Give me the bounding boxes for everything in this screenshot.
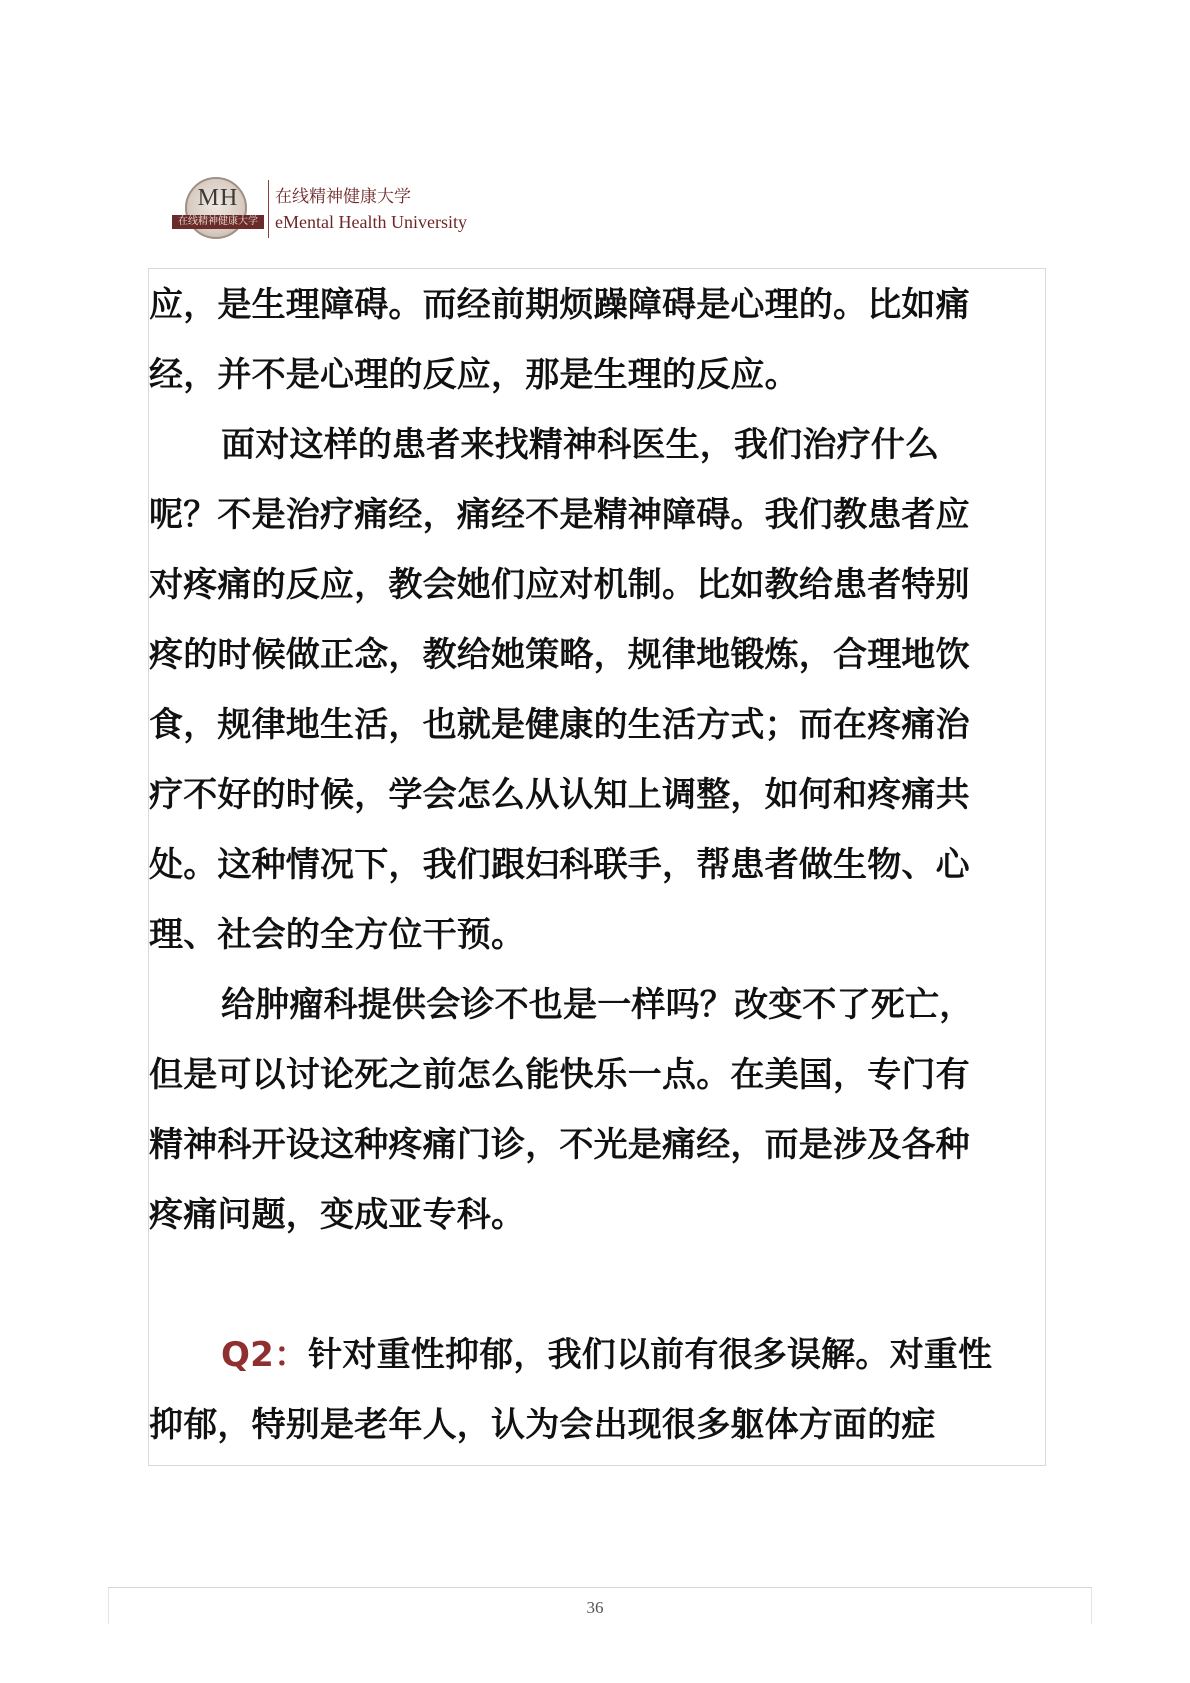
question-continuation: 抑郁，特别是老年人，认为会出现很多躯体方面的症 bbox=[149, 1405, 936, 1445]
body-line-3: 面对这样的患者来找精神科医生，我们治疗什么 bbox=[221, 425, 940, 465]
body-line-12: 但是可以讨论死之前怎么能快乐一点。在美国，专门有 bbox=[149, 1055, 970, 1095]
brand-text bbox=[275, 184, 467, 234]
body-line-11: 给肿瘤科提供会诊不也是一样吗？改变不了死亡， bbox=[221, 985, 974, 1025]
brand-divider bbox=[268, 180, 269, 238]
question-label: Q2： bbox=[221, 1335, 309, 1375]
logo-ribbon: 在线精神健康大学 bbox=[172, 215, 264, 229]
body-line-8: 疗不好的时候，学会怎么从认知上调整，如何和疼痛共 bbox=[149, 775, 970, 815]
footer-divider bbox=[108, 1587, 1092, 1588]
logo-letters: MH bbox=[197, 185, 239, 211]
content-frame bbox=[148, 268, 1046, 1466]
body-line-7: 食，规律地生活，也就是健康的生活方式；而在疼痛治 bbox=[149, 705, 970, 745]
brand-name-chinese: 在线精神健康大学 bbox=[275, 187, 411, 207]
question-text: 针对重性抑郁，我们以前有很多误解。对重性 bbox=[308, 1335, 993, 1375]
body-line-6: 疼的时候做正念，教给她策略，规律地锻炼，合理地饮 bbox=[149, 635, 970, 675]
question-line bbox=[149, 1319, 1029, 1391]
brand-name-english: eMental Health University bbox=[275, 212, 467, 232]
mh-logo bbox=[172, 176, 264, 242]
page-number: 36 bbox=[586, 1598, 604, 1617]
body-line-5: 对疼痛的反应，教会她们应对机制。比如教给患者特别 bbox=[149, 565, 970, 605]
body-line-10: 理、社会的全方位干预。 bbox=[149, 915, 526, 955]
body-line-9: 处。这种情况下，我们跟妇科联手，帮患者做生物、心 bbox=[149, 845, 970, 885]
body-line-13: 精神科开设这种疼痛门诊，不光是痛经，而是涉及各种 bbox=[149, 1125, 970, 1165]
body-line-1: 应，是生理障碍。而经前期烦躁障碍是心理的。比如痛 bbox=[149, 285, 970, 325]
body-line-14: 疼痛问题，变成亚专科。 bbox=[149, 1195, 526, 1235]
body-line-4: 呢？不是治疗痛经，痛经不是精神障碍。我们教患者应 bbox=[149, 495, 970, 535]
body-line-2: 经，并不是心理的反应，那是生理的反应。 bbox=[149, 355, 799, 395]
page-header bbox=[172, 176, 467, 242]
